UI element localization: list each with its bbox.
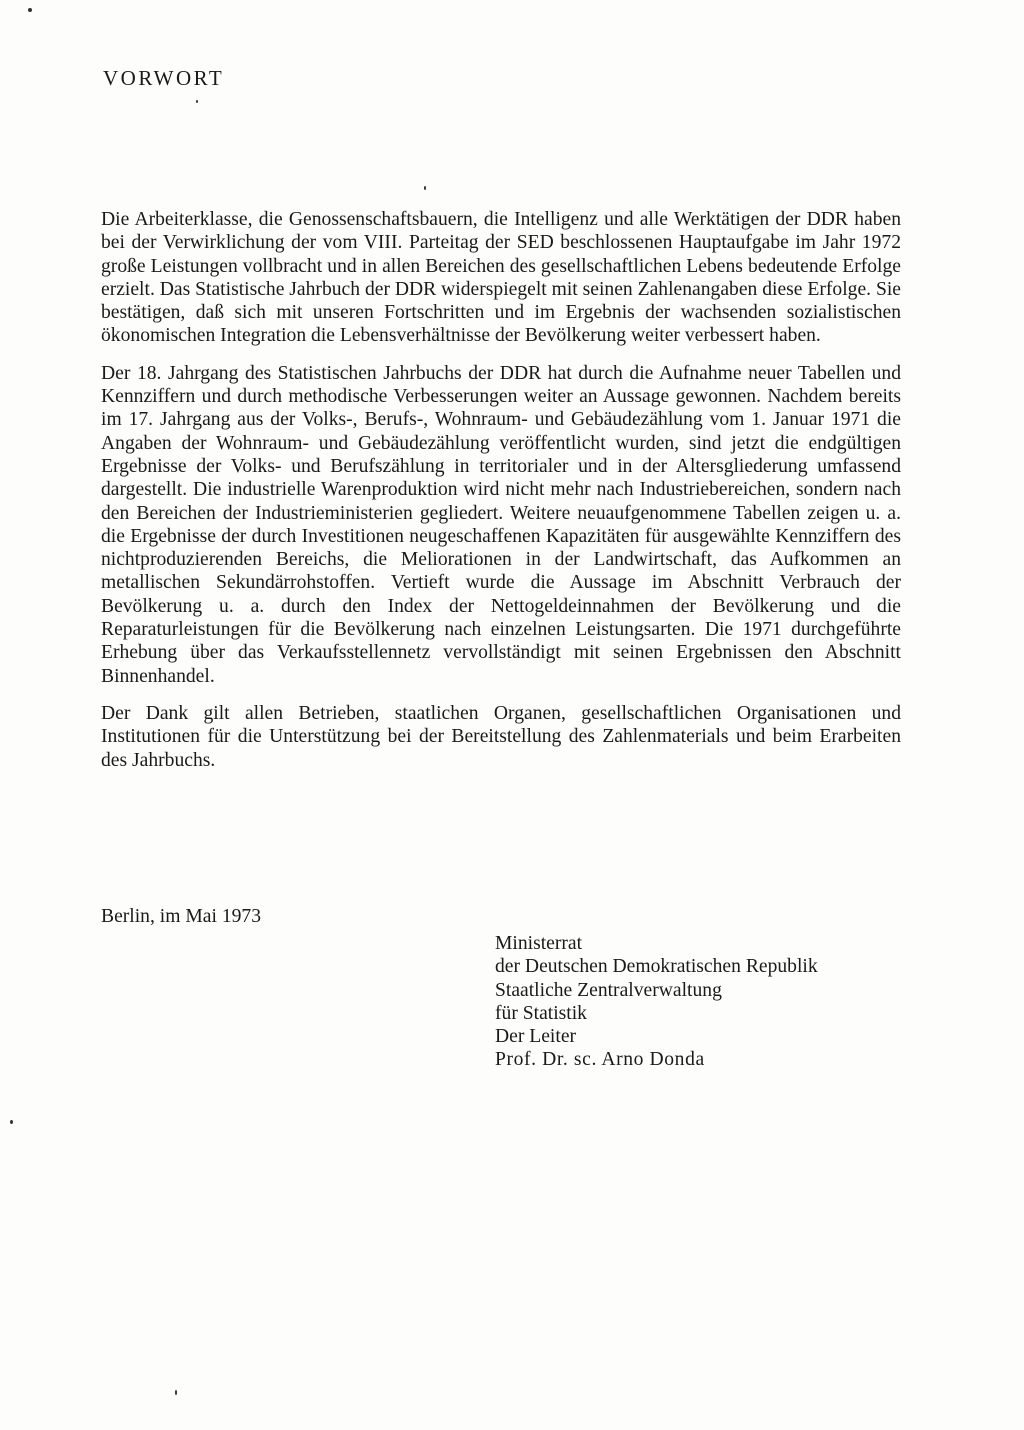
scan-speck [10, 1120, 13, 1124]
scan-speck [196, 100, 198, 103]
paragraph: Der 18. Jahrgang des Statistischen Jahrbuchs der DDR hat durch die Aufnahme neuer Tabellen und Kennziffern und durch methodische Verbesserungen weiter an Aussage gewonnen. Nachdem bereits im 17. Jahrgang aus der Volks-, Berufs-, Wohnraum- und Gebäudezählung vom 1. Januar 1971 die Angaben der Wohnraum- und Gebäudezählung veröffentlicht wurden, sind jetzt die endgültigen Ergebnisse der Volks- und Berufszählung in territorialer und in der Altersgliederung umfassend dargestellt. Die industrielle Warenproduktion wird nicht mehr nach Industriebereichen, sondern nach den Bereichen der Industrieministerien gegliedert. Weitere neuaufgenommene Tabellen zeigen u. a. die Ergebnisse der durch Investitionen neugeschaffenen Kapazitäten für ausgewählte Kennziffern des nichtproduzierenden Bereichs, die Meliorationen in der Landwirtschaft, das Aufkommen an metallischen Sekundärrohstoffen. Vertieft wurde die Aussage im Abschnitt Verbrauch der Bevölkerung u. a. durch den Index der Nettogeldeinnahmen der Bevölkerung und die Reparaturleistungen für die Bevölkerung nach einzelnen Leistungsarten. Die 1971 durchgeführte Erhebung über das Verkaufsstellennetz vervollständigt mit seinen Ergebnissen den Abschnitt Binnenhandel. [101, 362, 901, 687]
signature-line: Ministerrat [495, 933, 583, 954]
signature-line: für Statistik [495, 1002, 587, 1024]
scan-speck [175, 1390, 177, 1395]
preface-body [101, 208, 901, 786]
signature-line: Staatliche Zentralverwaltung [495, 979, 722, 1001]
scan-speck [28, 8, 32, 12]
page-title: VORWORT [103, 66, 225, 90]
signature-block [495, 932, 818, 1072]
signer-name: Prof. Dr. sc. Arno Donda [495, 1049, 705, 1071]
signature-line: Der Leiter [495, 1026, 577, 1048]
paragraph: Die Arbeiterklasse, die Genossenschaftsbauern, die Intelligenz und alle Werktätigen der DDR haben bei der Verwirklichung der vom VIII. Parteitag der SED beschlossenen Hauptaufgabe im Jahr 1972 große Leistungen vollbracht und in allen Bereichen des gesellschaftlichen Lebens bedeutende Erfolge erzielt. Das Statistische Jahrbuch der DDR widerspiegelt mit seinen Zahlenangaben diese Erfolge. Sie bestätigen, daß sich mit unseren Fortschritten und im Ergebnis der wachsenden sozialistischen ökonomischen Integration die Lebensverhältnisse der Bevölkerung weiter verbessert haben. [101, 209, 901, 347]
scan-speck [424, 186, 426, 190]
place-and-date: Berlin, im Mai 1973 [101, 906, 262, 927]
paragraph: Der Dank gilt allen Betrieben, staatlichen Organen, gesellschaftlichen Organisationen und Institutionen für die Unterstützung bei der Bereitstellung des Zahlenmaterials und beim Erarbeiten des Jahrbuchs. [101, 702, 901, 771]
signature-line: der Deutschen Demokratischen Republik [495, 956, 818, 978]
